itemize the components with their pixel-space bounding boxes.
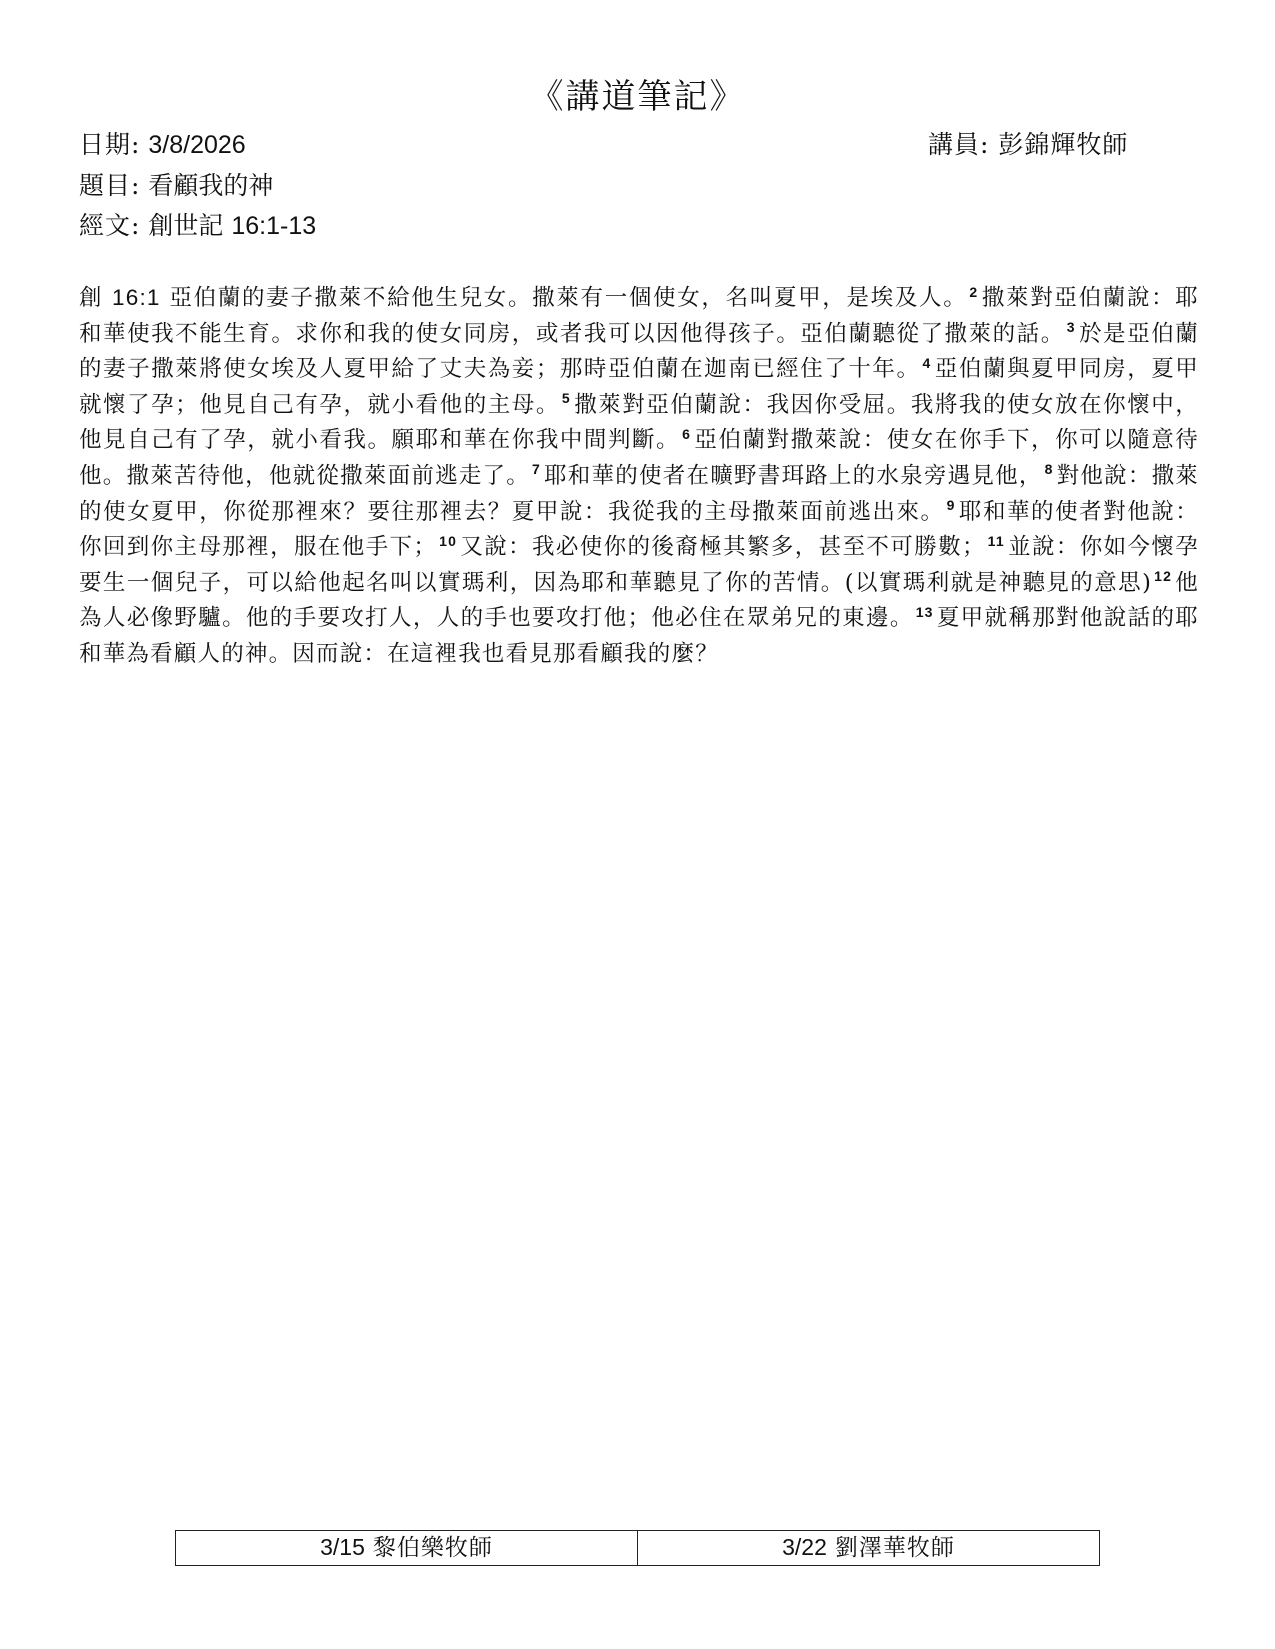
sermon-speaker [928,127,1128,163]
schedule-row [176,1531,1100,1566]
page-title: 《講道筆記》 [529,77,746,117]
verse-number: 8 [1044,461,1054,478]
verse-number: 2 [969,283,979,300]
verse-number: 12 [1154,568,1173,585]
verse-text: 於是亞伯蘭的妻子撒萊將使女埃及人夏甲給了丈夫為妾；那時亞伯蘭在迦南已經住了十年。 [79,320,1199,383]
verse-number: 11 [987,532,1005,549]
schedule-speaker: 黎伯樂牧師 [372,1535,493,1561]
schedule-cell [176,1531,638,1566]
verse-text: 耶和華的使者在曠野書珥路上的水泉旁遇見他， [544,462,1043,489]
verse-text: 他為人必像野驢。他的手要攻打人，人的手也要攻打他；他必住在眾弟兄的東邊。 [79,569,1199,632]
sermon-topic [79,168,273,204]
upcoming-speaker-schedule [175,1530,1100,1566]
verse-text: 亞伯蘭與夏甲同房，夏甲就懷了孕；他見自己有孕，就小看他的主母。 [79,356,1199,418]
scripture-label: 經文: [79,211,141,240]
verse-text: 夏甲就稱那對他說話的耶和華為看顧人的神。因而說：在這裡我也看見那看顧我的麼？ [79,605,1199,667]
verse-number: 10 [439,532,458,549]
topic-label: 題目: [79,171,141,200]
scripture-ref: 16:1-13 [231,212,317,240]
passage-opening-ref: 16:1 [112,285,161,310]
verse-number: 6 [682,425,692,442]
schedule-cell [638,1531,1100,1566]
schedule-speaker: 劉澤華牧師 [834,1535,955,1561]
verse-number: 3 [1066,319,1076,336]
schedule-date: 3/15 [320,1534,365,1560]
verse-number: 13 [915,603,934,620]
verse-text: 對他說：撒萊的使女夏甲，你從那裡來？要往那裡去？夏甲說：我從我的主母撒萊面前逃出來。 [79,462,1200,525]
speaker-value: 彭錦輝牧師 [998,130,1129,159]
date-value: 3/8/2026 [148,131,246,159]
verse-text: 耶和華的使者對他說：你回到你主母那裡，服在他手下； [79,498,1199,561]
date-label: 日期: [79,130,141,159]
speaker-label: 講員: [928,130,990,159]
verse-number: 7 [532,461,542,478]
passage-opening-book: 創 [79,285,104,311]
verse-number: 4 [922,354,932,371]
sermon-scripture [79,208,316,244]
verse-text: 撒萊對亞伯蘭說：我因你受屈。我將我的使女放在你懷中，他見自己有了孕，就小看我。願耶和華在你我中間判斷。 [79,391,1199,454]
scripture-passage [79,280,1199,673]
verse-text: 撒萊對亞伯蘭說：耶和華使我不能生育。求你和我的使女同房，或者我可以因他得孩子。亞伯蘭聽從了撒萊的話。 [79,285,1200,347]
verse-text: 亞伯蘭的妻子撒萊不給他生兒女。撒萊有一個使女，名叫夏甲，是埃及人。 [169,285,968,311]
verse-number: 9 [946,497,956,514]
verse-text: 亞伯蘭對撒萊說：使女在你手下，你可以隨意待他。撒萊苦待他，他就從撒萊面前逃走了。 [79,427,1199,489]
verse-text: 又說：我必使你的後裔極其繁多，甚至不可勝數； [460,534,986,561]
scripture-book: 創世記 [148,211,224,240]
verse-text: 並說：你如今懷孕要生一個兒子，可以給他起名叫以實瑪利，因為耶和華聽見了你的苦情。(以實瑪利就是神聽見的意思) [79,534,1199,596]
topic-value: 看顧我的神 [148,171,274,200]
verse-number: 5 [561,390,571,407]
sermon-date [79,127,246,163]
schedule-date: 3/22 [782,1534,827,1560]
